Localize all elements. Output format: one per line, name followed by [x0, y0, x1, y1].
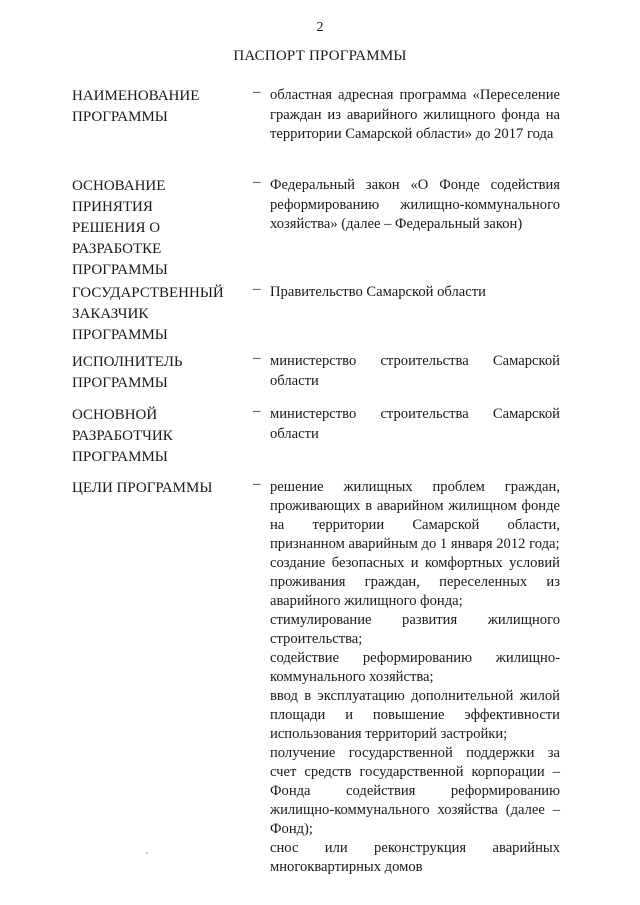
row-dash: –: [253, 403, 261, 419]
row-label: ОСНОВАНИЕ ПРИНЯТИЯ РЕШЕНИЯ О РАЗРАБОТКЕ ПРОГРАММЫ: [72, 178, 168, 278]
goal-item: содействие реформированию жилищно-коммунального хозяйства;: [270, 650, 560, 685]
row-label: НАИМЕНОВАНИЕ ПРОГРАММЫ: [72, 88, 200, 125]
row-dash: –: [253, 84, 261, 100]
row-value: Федеральный закон «О Фонде содействия реформированию жилищно-коммунального хозяйства» (далее – Федеральный закон): [270, 177, 560, 233]
page-number: 2: [316, 20, 324, 35]
row-value: областная адресная программа «Переселение граждан из аварийного жилищного фонда на территории Самарской области» до 2017 года: [270, 87, 560, 143]
row-dash: –: [253, 350, 261, 366]
row-value: Правительство Самарской области: [270, 284, 486, 300]
goal-item: стимулирование развития жилищного строительства;: [270, 612, 560, 647]
goal-item: снос или реконструкция аварийных многоквартирных домов: [270, 840, 560, 875]
scan-speck: [146, 852, 148, 854]
goal-item: решение жилищных проблем граждан, проживающих в аварийном жилищном фонде на территории Самарской области, признанном аварийным до 1 января 2012 года;: [270, 479, 560, 552]
row-dash: –: [253, 476, 261, 492]
row-dash: –: [253, 174, 261, 190]
row-label: ГОСУДАРСТВЕННЫЙ ЗАКАЗЧИК ПРОГРАММЫ: [72, 285, 224, 343]
page-title: ПАСПОРТ ПРОГРАММЫ: [233, 48, 407, 64]
row-label: ИСПОЛНИТЕЛЬ ПРОГРАММЫ: [72, 354, 183, 391]
row-dash: –: [253, 281, 261, 297]
goals-list: [270, 478, 560, 877]
row-value: министерство строительства Самарской области: [270, 353, 560, 389]
goal-item: ввод в эксплуатацию дополнительной жилой площади и повышение эффективности использования территорий застройки;: [270, 688, 560, 742]
row-label: ОСНОВНОЙ РАЗРАБОТЧИК ПРОГРАММЫ: [72, 407, 173, 465]
row-value: министерство строительства Самарской области: [270, 406, 560, 442]
row-label: ЦЕЛИ ПРОГРАММЫ: [72, 480, 213, 496]
goal-item: получение государственной поддержки за счет средств государственной корпорации – Фонда содействия реформированию жилищно-коммунального хозяйства (далее – Фонд);: [270, 745, 560, 837]
goal-item: создание безопасных и комфортных условий проживания граждан, переселенных из аварийного жилищного фонда;: [270, 555, 560, 609]
